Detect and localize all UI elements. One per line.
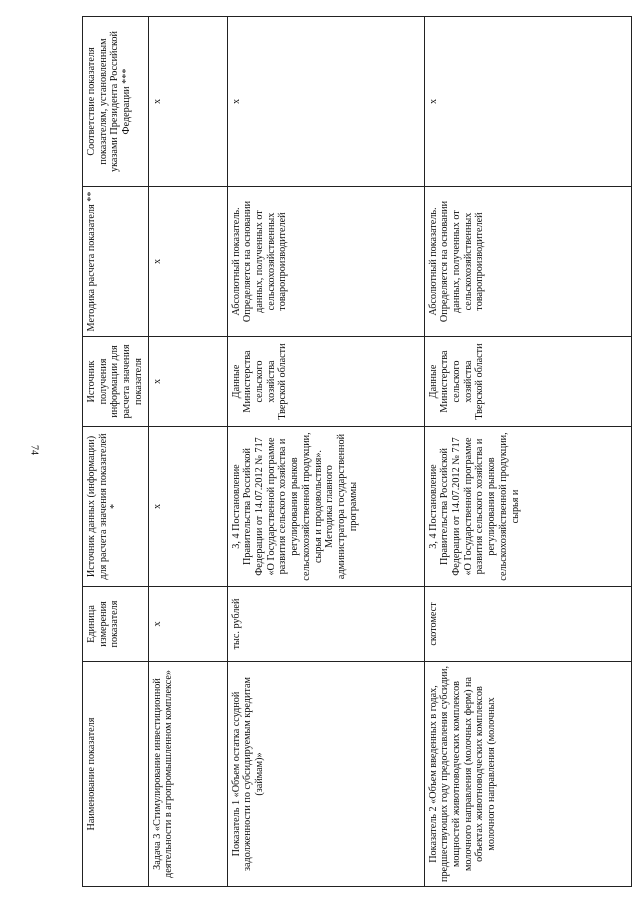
cell-info-source: Данные Министерства сельского хозяйства Тверской области bbox=[424, 337, 631, 427]
cell-source: 3, 4 Постановление Правительства Российской Федерации от 14.07.2012 № 717 «О Государственной программе развития сельского хозяйства и регулирования рынков сельскохозяйственной продукции, сырья и bbox=[424, 427, 631, 587]
header-name: Наименование показателя bbox=[83, 662, 149, 887]
cell-name: Задача 3 «Стимулирование инвестиционной деятельности в агропромышленном комплексе» bbox=[148, 662, 227, 887]
table-row bbox=[227, 17, 424, 887]
cell-unit: тыс. рублей bbox=[227, 587, 424, 662]
rotated-table-wrapper bbox=[82, 17, 612, 887]
cell-info-source: Данные Министерства сельского хозяйства Тверской области bbox=[227, 337, 424, 427]
cell-source: 3, 4 Постановление Правительства Российской Федерации от 14.07.2012 № 717 «О Государственной программе развития сельского хозяйства и регулирования рынков сельскохозяйственной продукции, сырья и продовольствия». Методика главного администратора государственной программы bbox=[227, 427, 424, 587]
cell-info-source: x bbox=[148, 337, 227, 427]
indicator-table bbox=[82, 16, 632, 887]
cell-compliance: x bbox=[227, 17, 424, 187]
header-info-source: Источник получения информации для расчета значения показателя bbox=[83, 337, 149, 427]
header-compliance: Соответствие показателя показателям, установленным указами Президента Российской Федерации *** bbox=[83, 17, 149, 187]
cell-name: Показатель 2 «Объем введенных в годах, предшествующих году предоставления субсидии, мощностей животноводческих комплексов молочного направления (молочных ферм) на объектах животноводческих комплексов молочного направления (молочных bbox=[424, 662, 631, 887]
cell-compliance: x bbox=[424, 17, 631, 187]
cell-unit: x bbox=[148, 587, 227, 662]
cell-method: x bbox=[148, 187, 227, 337]
header-unit: Единица измерения показателя bbox=[83, 587, 149, 662]
cell-unit: скотомест bbox=[424, 587, 631, 662]
cell-source: x bbox=[148, 427, 227, 587]
cell-name: Показатель 1 «Объем остатка ссудной задолженности по субсидируемым кредитам (займам)» bbox=[227, 662, 424, 887]
table-header-row bbox=[83, 17, 149, 887]
table-row bbox=[424, 17, 631, 887]
cell-method: Абсолютный показатель. Определяется на основании данных, полученных от сельскохозяйственных товаропроизводителей bbox=[227, 187, 424, 337]
header-method: Методика расчета показателя ** bbox=[83, 187, 149, 337]
table-row bbox=[148, 17, 227, 887]
header-source: Источник данных (информации) для расчета значения показателей * bbox=[83, 427, 149, 587]
cell-compliance: x bbox=[148, 17, 227, 187]
page-number: 74 bbox=[28, 445, 40, 455]
cell-method: Абсолютный показатель. Определяется на основании данных, полученных от сельскохозяйственных товаропроизводителей bbox=[424, 187, 631, 337]
